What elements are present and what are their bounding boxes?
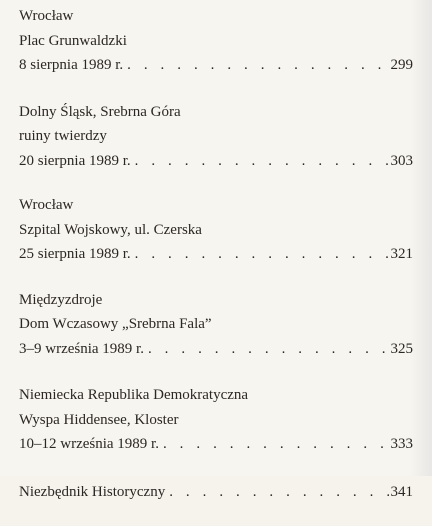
dot-leader xyxy=(144,337,389,362)
toc-entry xyxy=(19,100,413,174)
toc-entry xyxy=(19,193,413,267)
toc-entry xyxy=(19,383,413,457)
page-number: 299 xyxy=(390,57,413,73)
entry-title: Niezbędnik Historyczny xyxy=(19,483,166,500)
dot-leader xyxy=(131,242,389,267)
entry-place-line: Wrocław xyxy=(19,197,74,213)
entry-place-line: Niemiecka Republika Demokratyczna xyxy=(19,387,249,403)
page-number: 321 xyxy=(390,246,413,262)
table-of-contents xyxy=(19,4,413,526)
toc-entry xyxy=(19,480,413,505)
toc-entry xyxy=(19,288,413,362)
entry-place-line: Dolny Śląsk, Srebrna Góra xyxy=(19,103,181,120)
entry-location-line: Szpital Wojskowy, ul. Czerska xyxy=(19,221,202,238)
page-number: 325 xyxy=(390,340,413,357)
entry-location-line: ruiny twierdzy xyxy=(19,128,107,144)
entry-title-line xyxy=(19,480,413,505)
entry-location-line: Plac Grunwaldzki xyxy=(19,32,127,49)
entry-date: 10–12 września 1989 r. xyxy=(19,436,159,452)
page-number: 303 xyxy=(390,152,413,169)
entry-date: 8 sierpnia 1989 r. xyxy=(19,57,124,73)
entry-date: 20 sierpnia 1989 r. xyxy=(19,152,131,169)
entry-date-line xyxy=(19,432,413,457)
toc-entry xyxy=(19,4,413,78)
entry-place-line: Międzyzdroje xyxy=(19,291,103,308)
dot-leader xyxy=(165,480,388,505)
dot-leader xyxy=(159,432,389,457)
entry-location-line: Wyspa Hiddensee, Kloster xyxy=(19,411,179,428)
entry-date-line xyxy=(19,149,413,174)
entry-date-line xyxy=(19,53,413,78)
page-number: 333 xyxy=(390,436,413,452)
entry-date-line xyxy=(19,242,413,267)
dot-leader xyxy=(131,149,389,174)
entry-date-line xyxy=(19,337,413,362)
entry-location-line: Dom Wczasowy „Srebrna Fala” xyxy=(19,316,212,332)
entry-date: 25 sierpnia 1989 r. xyxy=(19,246,131,262)
dot-leader xyxy=(123,53,388,78)
page-number: 341 xyxy=(390,483,413,500)
entry-date: 3–9 września 1989 r. xyxy=(19,340,144,357)
entry-place-line: Wrocław xyxy=(19,8,74,24)
